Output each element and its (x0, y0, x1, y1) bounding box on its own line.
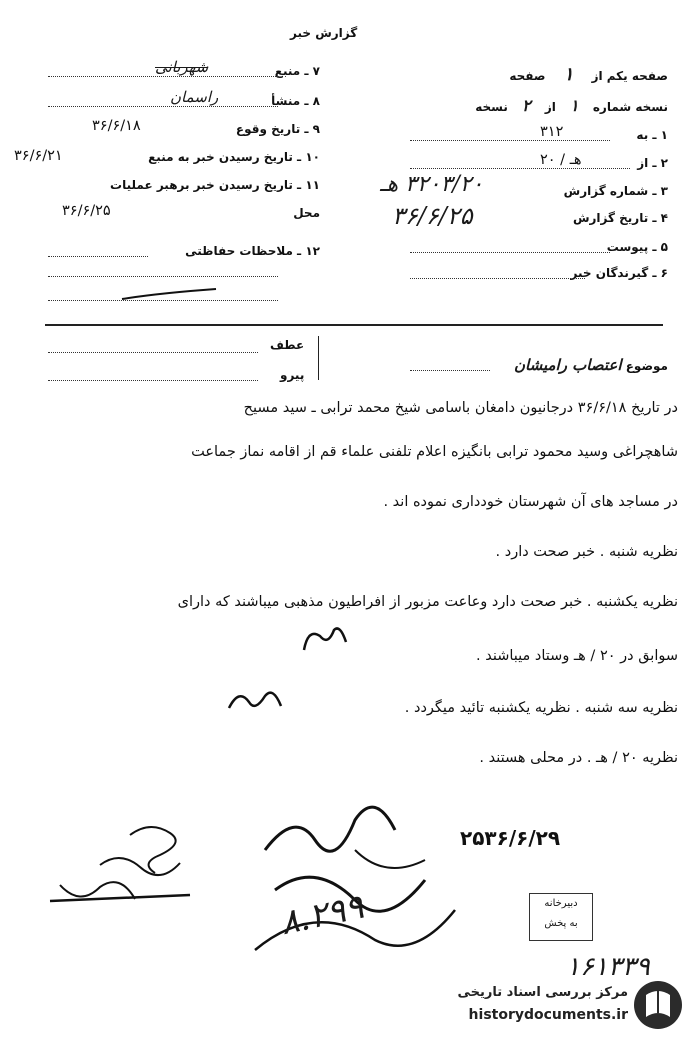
signature (40, 815, 200, 925)
section-divider (45, 324, 663, 326)
dotted-line (48, 380, 258, 381)
field-source-received-date (148, 150, 320, 164)
field-label: ۷ ـ منبع (274, 64, 320, 78)
watermark (430, 975, 688, 1035)
field-source-value: شهربانی (155, 58, 209, 76)
field-from (637, 156, 668, 170)
dotted-line (410, 278, 585, 279)
field-label: ۱۲ ـ ملاحظات حفاظتی (185, 244, 320, 258)
stamp-line: به پخش (544, 918, 578, 929)
field-value: ۱ (563, 64, 574, 85)
field-report-number (564, 184, 668, 198)
field-label: ۴ ـ تاریخ گزارش (572, 211, 668, 225)
field-occurrence-date-value: ۳۶/۶/۱۸ (92, 118, 141, 134)
field-page (509, 64, 668, 85)
field-label: ۱ ـ به (636, 128, 668, 142)
field-report-date-value: ۳۶/۶/۲۵ (392, 202, 473, 230)
field-label: محل (293, 206, 320, 220)
field-label: ۸ ـ منشأ (271, 94, 320, 108)
dotted-line (48, 106, 278, 107)
dotted-line (48, 76, 278, 77)
field-label: ۵ ـ پیوست (606, 240, 668, 254)
handwritten-mark (120, 285, 220, 305)
dotted-line (410, 168, 630, 169)
subject-value: اعتصاب رامیشان (514, 356, 622, 374)
reference-label: عطف (270, 338, 305, 352)
body-line: نظریه شنبه . خبر صحت دارد . (495, 544, 678, 560)
archive-logo-icon (632, 979, 684, 1031)
dotted-line (48, 256, 148, 257)
field-report-number-value: ۳۲۰۳/۲۰ هـ (380, 172, 484, 197)
dotted-line (48, 352, 258, 353)
field-attachment (607, 240, 668, 254)
subject-divider (318, 336, 319, 380)
field-operation-received-date (110, 178, 320, 192)
handwritten-code: ۸.۲۹۹ (276, 886, 368, 944)
field-middle: از (544, 100, 556, 114)
field-security-notes (185, 244, 320, 258)
field-location (293, 206, 320, 220)
field-value: ۱ (570, 96, 579, 115)
field-to (636, 128, 668, 142)
field-suffix: صفحه (509, 69, 546, 83)
dotted-line (410, 140, 610, 141)
field-report-date (573, 211, 668, 225)
field-operation-received-date-value: ۳۶/۶/۲۵ (62, 203, 111, 219)
field-label: صفحه یکم از (591, 69, 668, 83)
field-source (275, 64, 320, 78)
field-label: ۱۱ ـ تاریخ رسیدن خبر برهبر عملیات (110, 178, 320, 192)
field-label: ۲ ـ از (637, 156, 668, 170)
field-origin-value: راسمان (170, 88, 219, 106)
body-line: نظریه یکشنبه . خبر صحت دارد وعاعت مزبور از افراطیون مذهبی میباشند که دارای (177, 594, 678, 610)
archive-number: ۱۶۱۳۳۹ (566, 952, 650, 982)
signature (235, 790, 475, 960)
registry-stamp (529, 893, 593, 941)
field-label: نسخه شماره (592, 100, 668, 114)
footer-date: ۲۵۳۶/۶/۲۹ (460, 826, 561, 850)
field-from-value: ۲۰ / هـ (540, 152, 582, 168)
body-line: سوابق در ۲۰ / هـ وستاد میباشند . (476, 648, 678, 664)
field-recipients (571, 266, 668, 280)
dotted-line (410, 252, 610, 253)
field-label: ۳ ـ شماره گزارش (563, 184, 668, 198)
field-to-value: ۳۱۲ (540, 124, 564, 140)
body-line: در تاریخ ۳۶/۶/۱۸ درجانیون دامغان باسامی شیخ محمد ترابی ـ سید مسیح (243, 400, 678, 416)
watermark-url: historydocuments.ir (468, 1007, 628, 1023)
field-label: ۹ ـ تاریخ وقوع (235, 122, 320, 136)
field-origin (271, 94, 320, 108)
page-title: گزارش خبر (290, 26, 358, 40)
field-source-received-date-value: ۳۶/۶/۲۱ (14, 148, 63, 164)
field-occurrence-date (236, 122, 320, 136)
subject-label: موضوع (625, 359, 668, 373)
follow-up-label: پیرو (280, 368, 305, 382)
body-line: نظریه ۲۰ / هـ . در محلی هستند . (479, 750, 678, 766)
field-label: ۶ ـ گیرندگان خبر (570, 266, 668, 280)
stamp-line: دبیرخانه (544, 898, 578, 909)
field-suffix: نسخه (475, 100, 508, 114)
watermark-title: مرکز بررسی اسناد تاریخی (457, 985, 628, 1000)
body-line: در مساجد های آن شهرستان خودداری نموده اند . (383, 494, 678, 510)
dotted-line (48, 276, 278, 277)
handwritten-mark (300, 622, 350, 658)
body-line: نظریه سه شنبه . نظریه یکشنبه تائید میگردد . (404, 700, 678, 716)
handwritten-mark (225, 684, 285, 718)
field-label: ۱۰ ـ تاریخ رسیدن خبر به منبع (148, 150, 320, 164)
field-copy-number (475, 96, 668, 115)
field-value: ۲ (522, 96, 531, 115)
body-line: شاهچراغی وسید محمود ترابی بانگیزه اعلام تلفنی علماء قم از اقامه نماز جماعت (191, 444, 678, 460)
dotted-line (410, 370, 490, 371)
subject-row (514, 356, 668, 374)
